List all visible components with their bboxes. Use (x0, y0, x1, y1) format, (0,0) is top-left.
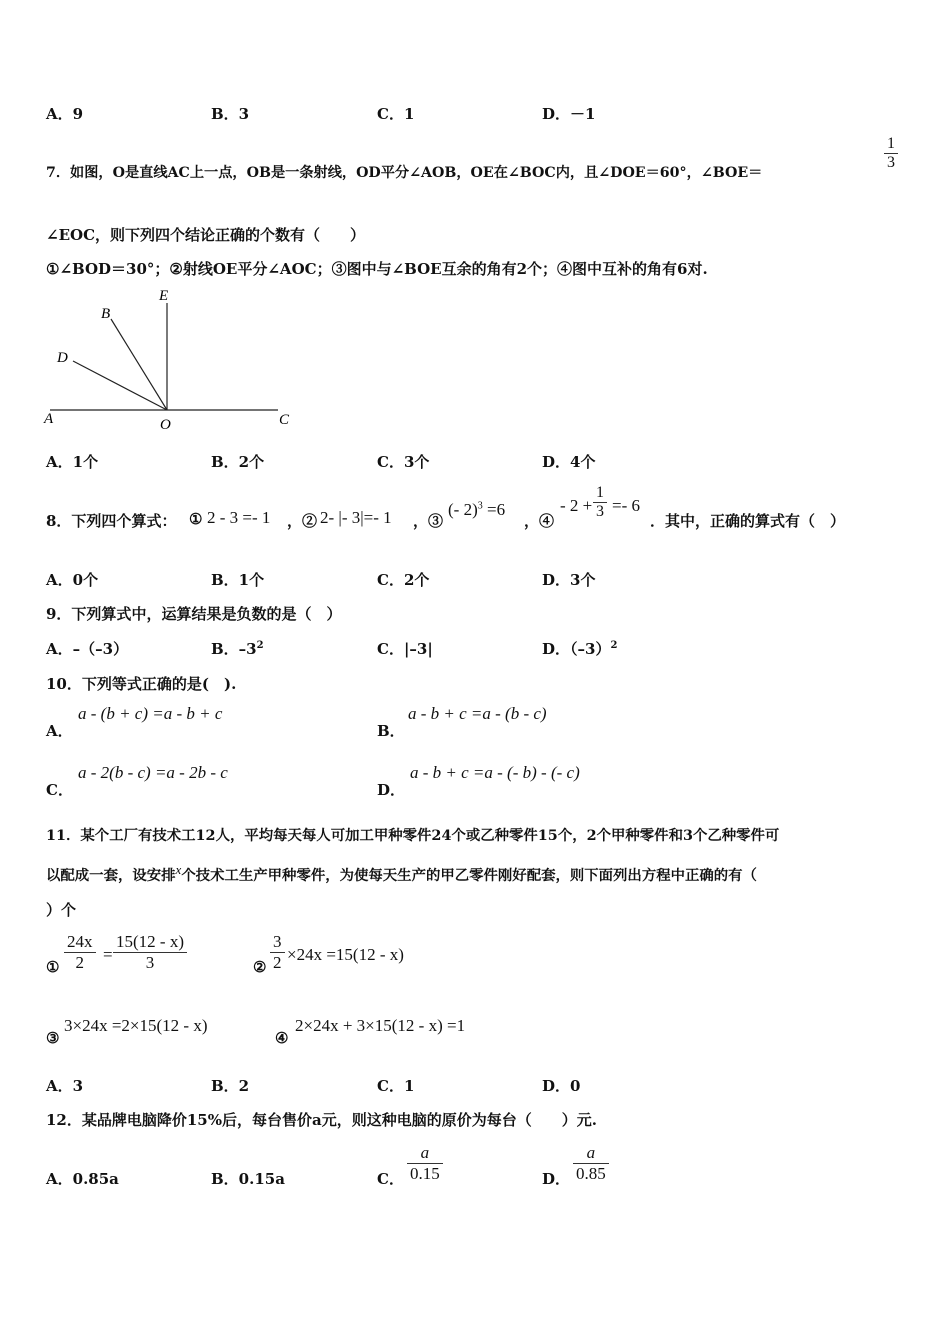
ray-od (73, 361, 167, 410)
q11-eq1-frac1 (64, 932, 96, 973)
q11-option-c: C．1 (377, 1077, 415, 1095)
q9-option-b-base: B．–3 (211, 640, 257, 658)
q11-eq3-expr: 3×24x =2×15(12 - x) (64, 1016, 208, 1035)
q11-option-a: A．3 (46, 1077, 84, 1095)
q9-option-d-exponent: 2 (610, 640, 618, 651)
q12-option-d-num: a (586, 1143, 596, 1162)
q10-option-d-expr: a - b + c =a - (- b) - (- c) (410, 763, 580, 782)
q11-stem-line3: ）个 (46, 901, 77, 919)
q8-question-tail: ．其中，正确的算式有（ ） (650, 512, 846, 530)
q9-option-a: A．–（–3） (46, 640, 129, 658)
q8-circle-3: ，③ (413, 512, 444, 530)
q7-stem-line1: 7．如图，O是直线AC上一点，OB是一条射线，OD平分∠AOB，OE在∠BOC内，且∠DOE＝60°，∠BOE＝ (46, 165, 763, 181)
q12-option-d-label: D． (542, 1170, 571, 1188)
q6-option-c: C．1 (377, 105, 415, 123)
label-e: E (159, 288, 169, 304)
q11-eq2-label: ② (253, 958, 267, 976)
q12-option-b: B．0.15a (211, 1170, 285, 1188)
q10-option-b-label: B． (377, 722, 405, 740)
q7-fraction (884, 135, 898, 172)
q8-expr-2: 2- |- 3|=- 1 (320, 508, 392, 527)
q10-option-d-label: D． (377, 781, 406, 799)
q11-eq2-frac-num: 3 (273, 932, 282, 951)
q11-eq3-label: ③ (46, 1029, 60, 1047)
q7-stem-line2: ∠EOC，则下列四个结论正确的个数有（ ） (46, 226, 366, 244)
q11-eq4-label: ④ (275, 1029, 289, 1047)
q8-expr-4-denominator: 3 (593, 502, 607, 521)
q11-stem-line2a: 以配成一套，设安排 (46, 867, 176, 884)
label-o: O (160, 417, 171, 433)
ray-ob (111, 319, 167, 410)
q8-option-d: D．3个 (542, 571, 596, 589)
q12-option-c-num: a (420, 1143, 430, 1162)
q12-option-c-den: 0.15 (407, 1163, 443, 1184)
q6-option-d: D．－1 (542, 105, 596, 123)
q8-expr-4-lhs: - 2 + (560, 496, 593, 515)
q11-eq1-frac2-den: 3 (113, 952, 187, 973)
q11-option-d: D．0 (542, 1077, 581, 1095)
q7-option-b: B．2个 (211, 453, 265, 471)
q11-eq4-expr: 2×24x + 3×15(12 - x) =1 (295, 1016, 466, 1035)
q7-angle-figure (40, 285, 300, 435)
q7-fraction-numerator: 1 (887, 135, 895, 152)
q12-option-d-den: 0.85 (573, 1163, 609, 1184)
q11-option-b: B．2 (211, 1077, 250, 1095)
q9-option-b (211, 638, 264, 659)
q8-intro: 8．下列四个算式： (46, 512, 177, 530)
q12-option-c-fraction (407, 1143, 443, 1184)
q10-option-c-label: C． (46, 781, 73, 799)
q9-option-d-base: D．（–3） (542, 640, 611, 658)
q9-option-c: C．|–3| (377, 640, 433, 658)
q12-option-c-label: C． (377, 1170, 404, 1188)
q8-option-a: A．0个 (46, 571, 99, 589)
q8-option-c: C．2个 (377, 571, 430, 589)
q10-option-c-expr: a - 2(b - c) =a - 2b - c (78, 763, 228, 782)
q12-option-a: A．0.85a (46, 1170, 119, 1188)
q8-expr-1: 2 - 3 =- 1 (207, 508, 271, 527)
q11-eq2-rest: ×24x =15(12 - x) (287, 945, 404, 964)
q8-option-b: B．1个 (211, 571, 265, 589)
q7-conclusions: ①∠BOD＝30°；②射线OE平分∠AOC；③图中与∠BOE互余的角有2个；④图中互补的角有6对. (46, 260, 708, 278)
q9-option-b-exponent: 2 (256, 640, 264, 651)
q12-stem: 12．某品牌电脑降价15%后，每台售价a元，则这种电脑的原价为每台（ ）元. (46, 1111, 597, 1129)
q6-option-b: B．3 (211, 105, 250, 123)
q9-option-d (542, 638, 617, 659)
label-a: A (44, 411, 54, 427)
label-d: D (57, 350, 68, 366)
q11-eq1-label: ① (46, 958, 60, 976)
label-c: C (279, 412, 290, 428)
q7-option-a: A．1个 (46, 453, 99, 471)
q11-stem-line1: 11．某个工厂有技术工12人，平均每天每人可加工甲种零件24个或乙种零件15个，2个甲种零件和3个乙种零件可 (46, 827, 780, 844)
q7-fraction-denominator: 3 (884, 153, 898, 172)
q8-expr-4-fraction (593, 484, 607, 521)
q11-stem-line2b: 个技术工生产甲种零件，为使每天生产的甲乙零件刚好配套，则下面列出方程中正确的有（ (181, 867, 757, 884)
q11-stem-line2 (46, 862, 757, 885)
q11-eq1-frac2 (113, 932, 187, 973)
label-b: B (101, 306, 111, 322)
q10-option-b-expr: a - b + c =a - (b - c) (408, 704, 547, 723)
q11-eq2-frac-den: 2 (270, 952, 285, 973)
q11-eq1-frac1-num: 24x (67, 932, 93, 951)
q10-option-a-label: A． (46, 722, 73, 740)
q8-expr-3 (448, 500, 505, 520)
q8-circle-1: ① (189, 510, 203, 528)
q8-expr-3-rhs: =6 (486, 500, 506, 519)
q6-option-a: A．9 (46, 105, 84, 123)
q8-expr-3-base: (- 2) (448, 500, 478, 519)
q8-circle-4: ，④ (524, 512, 555, 530)
q11-eq2-frac (270, 932, 285, 973)
q7-option-d: D．4个 (542, 453, 596, 471)
q11-eq1-equals: = (103, 945, 113, 964)
q7-option-c: C．3个 (377, 453, 430, 471)
q12-option-d-fraction (573, 1143, 609, 1184)
q11-eq1-frac1-den: 2 (64, 952, 96, 973)
q8-expr-4-rhs: =- 6 (612, 496, 640, 515)
q10-stem: 10．下列等式正确的是( ). (46, 675, 237, 693)
q8-expr-3-exponent: 3 (477, 500, 483, 512)
q10-option-a-expr: a - (b + c) =a - b + c (78, 704, 223, 723)
q9-stem: 9．下列算式中，运算结果是负数的是（ ） (46, 605, 342, 623)
q11-eq1-frac2-num: 15(12 - x) (116, 932, 184, 951)
q11-variable-x: x (175, 862, 182, 877)
q8-expr-4-numerator: 1 (596, 484, 604, 501)
q8-circle-2: ，② (287, 512, 318, 530)
